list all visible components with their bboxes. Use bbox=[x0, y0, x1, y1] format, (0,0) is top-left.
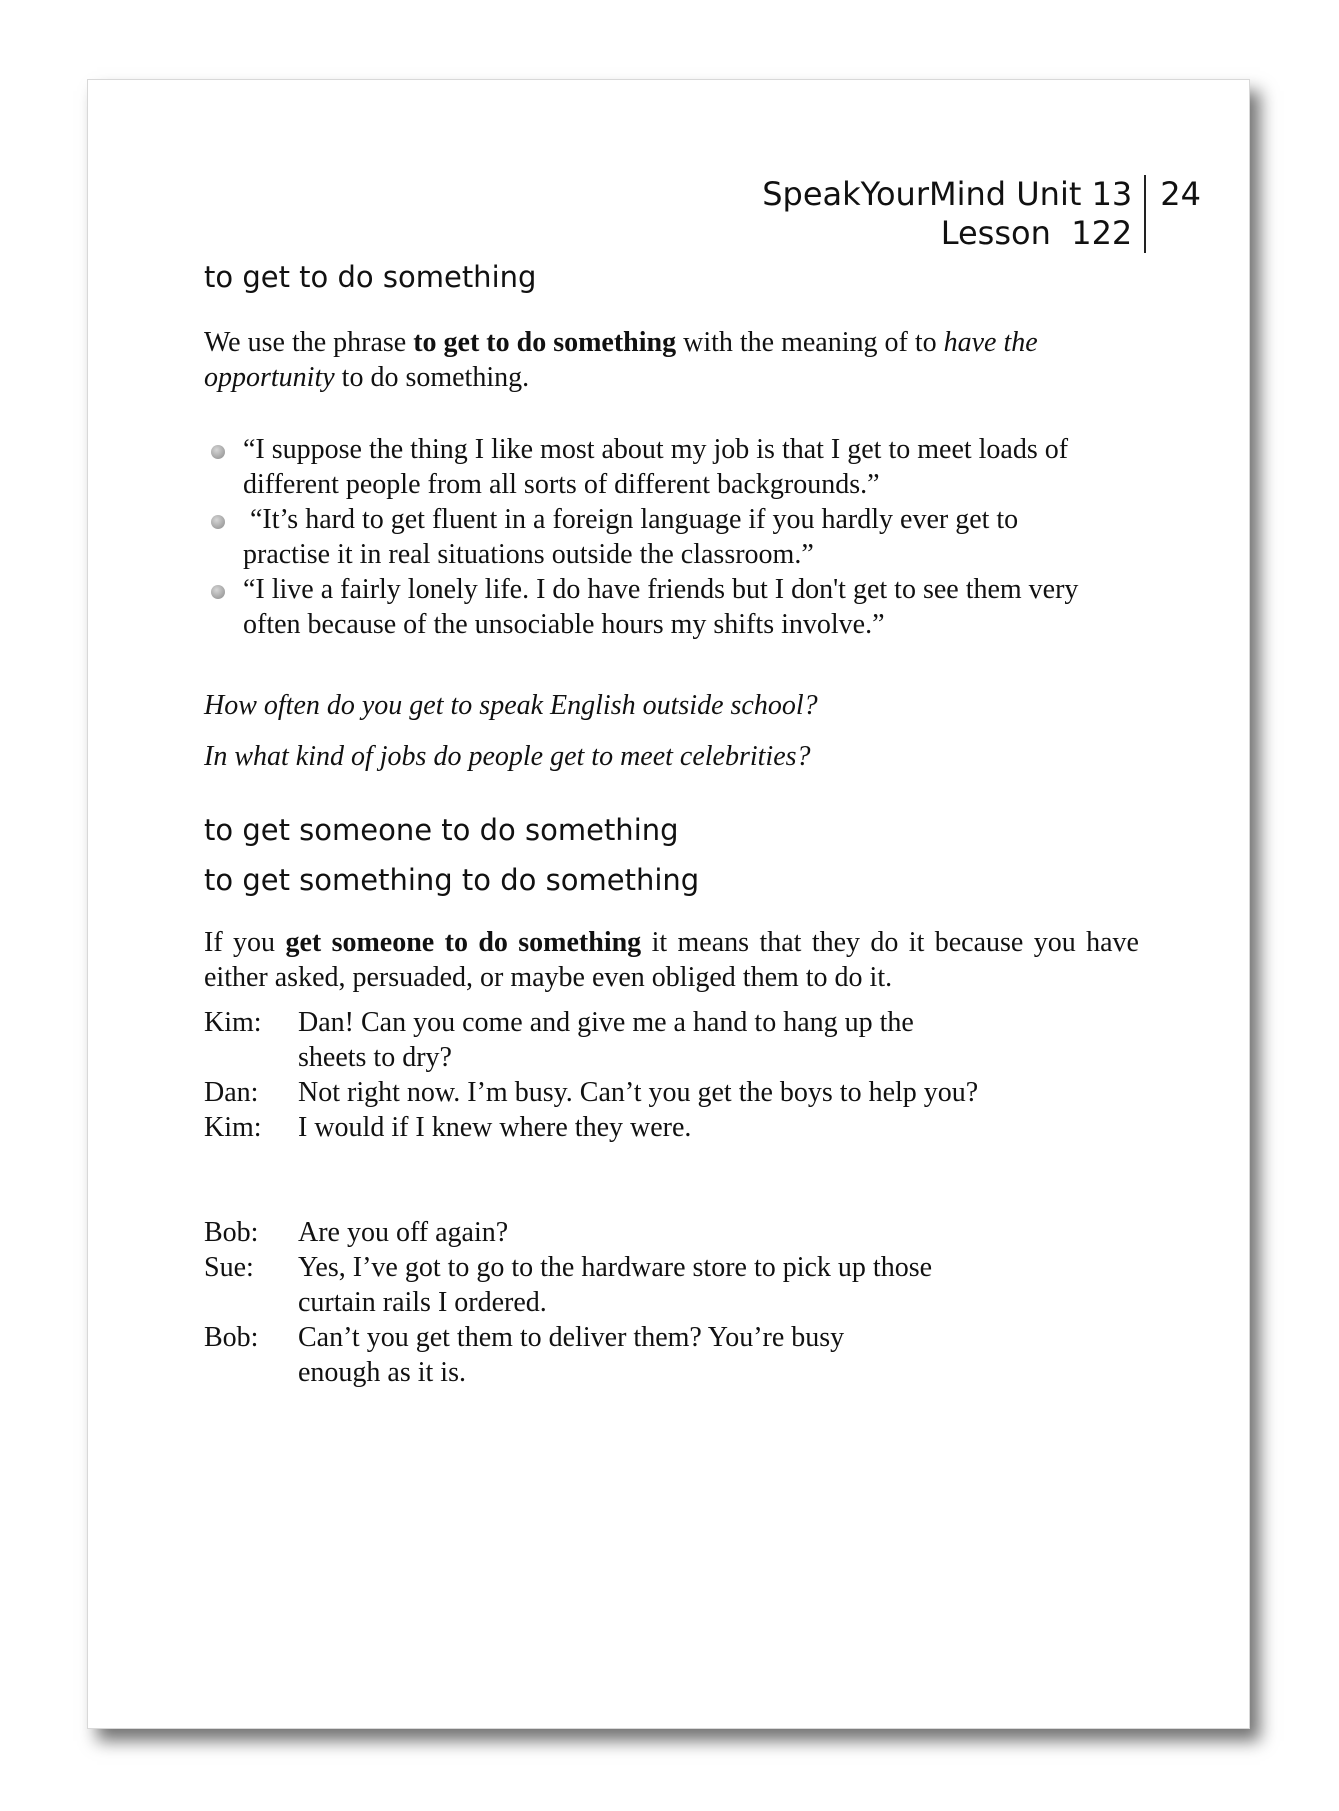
speech-text: Are you off again? bbox=[298, 1217, 509, 1248]
header-lesson: Lesson 122 bbox=[940, 214, 1133, 252]
document-page bbox=[87, 79, 1250, 1729]
intro-bold-phrase: to get to do something bbox=[413, 327, 677, 358]
intro-text: If you bbox=[204, 927, 286, 958]
section-heading: to get someone to do something bbox=[204, 813, 679, 847]
bullet-icon bbox=[211, 515, 225, 529]
speaker-name: Kim: bbox=[204, 1007, 262, 1038]
intro-bold-phrase: get someone to do something bbox=[285, 927, 642, 958]
bullet-icon bbox=[211, 445, 225, 459]
example-text: “I live a fairly lonely life. I do have friends but I don't get to see them very often because of the unsociable hours my shifts involve.” bbox=[243, 574, 1079, 640]
list-item bbox=[204, 432, 1084, 502]
speech-text: Dan! Can you come and give me a hand to hang up the sheets to dry? bbox=[298, 1007, 914, 1073]
intro-text: it means that they do it because you have either asked, persuaded, or maybe even obliged them to do it. bbox=[204, 927, 1139, 993]
dialogue-line bbox=[204, 1215, 1084, 1250]
intro-italic-phrase: have the opportunity bbox=[204, 327, 1038, 393]
speaker-name: Dan: bbox=[204, 1077, 259, 1108]
discussion-question: How often do you get to speak English outside school? bbox=[204, 690, 818, 721]
speech-text: Yes, I’ve got to go to the hardware store to pick up those curtain rails I ordered. bbox=[298, 1252, 933, 1318]
page-number: 24 bbox=[1160, 175, 1201, 213]
section-heading: to get something to do something bbox=[204, 863, 700, 897]
speaker-name: Sue: bbox=[204, 1252, 254, 1283]
page-header bbox=[762, 175, 1201, 253]
section-heading: to get to do something bbox=[204, 260, 537, 294]
bullet-icon bbox=[211, 585, 225, 599]
intro-text: with the meaning of to bbox=[676, 327, 944, 358]
list-item bbox=[204, 572, 1084, 642]
speaker-name: Kim: bbox=[204, 1112, 262, 1143]
section-intro bbox=[204, 925, 1139, 995]
speaker-name: Bob: bbox=[204, 1217, 259, 1248]
header-title-block bbox=[762, 175, 1146, 253]
dialogue-line bbox=[204, 1110, 1084, 1145]
header-unit: SpeakYourMind Unit 13 bbox=[762, 175, 1133, 213]
speaker-name: Bob: bbox=[204, 1322, 259, 1353]
speech-text: Not right now. I’m busy. Can’t you get the boys to help you? bbox=[298, 1077, 979, 1108]
dialogue-line bbox=[204, 1320, 1084, 1390]
speech-text: Can’t you get them to deliver them? You’re busy enough as it is. bbox=[298, 1322, 845, 1388]
dialogue-line bbox=[204, 1005, 1084, 1075]
dialogue bbox=[204, 1005, 1084, 1145]
example-text: “It’s hard to get fluent in a foreign language if you hardly ever get to practise it in real situations outside the classroom.” bbox=[243, 504, 1026, 570]
list-item bbox=[204, 502, 1084, 572]
example-list bbox=[204, 432, 1084, 642]
speech-text: I would if I knew where they were. bbox=[298, 1112, 692, 1143]
dialogue-line bbox=[204, 1075, 1084, 1110]
intro-text: to do something. bbox=[334, 362, 530, 393]
example-text: “I suppose the thing I like most about my job is that I get to meet loads of different people from all sorts of different backgrounds.” bbox=[243, 434, 1069, 500]
dialogue-line bbox=[204, 1250, 1084, 1320]
dialogue bbox=[204, 1215, 1084, 1390]
section-intro bbox=[204, 325, 1144, 395]
intro-text: We use the phrase bbox=[204, 327, 414, 358]
discussion-question: In what kind of jobs do people get to meet celebrities? bbox=[204, 741, 811, 772]
